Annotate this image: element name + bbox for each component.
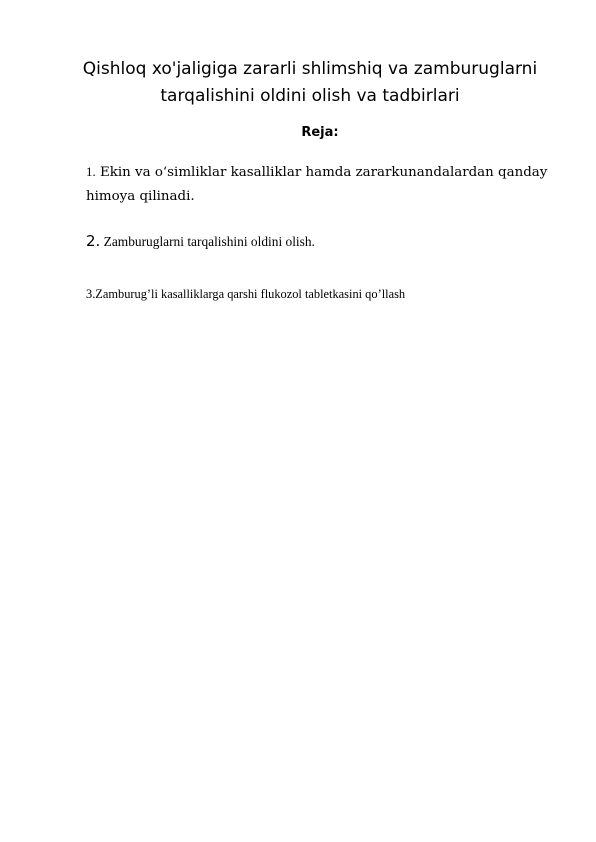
plan-item-text: Zamburuglarni tarqalishini oldini olish.	[100, 234, 315, 249]
plan-item-number: 2.	[86, 232, 101, 250]
plan-item-text: Ekin va o‘simliklar kasalliklar hamda zararkunandalardan qanday himoya qilinadi.	[86, 165, 548, 204]
plan-item-1	[86, 160, 556, 209]
plan-heading: Reja:	[301, 125, 339, 140]
document-title: Qishloq xo'jaligiga zararli shlimshiq va zamburuglarni tarqalishini oldini olish va tadbirlari	[82, 59, 538, 106]
plan-item-number: 3.	[86, 287, 96, 301]
plan-item-2	[86, 232, 315, 251]
plan-item-text: Zamburug’li kasalliklarga qarshi flukozol tabletkasini qo’llash	[95, 287, 406, 301]
plan-item-3	[86, 287, 405, 302]
plan-item-number: 1.	[86, 164, 96, 179]
